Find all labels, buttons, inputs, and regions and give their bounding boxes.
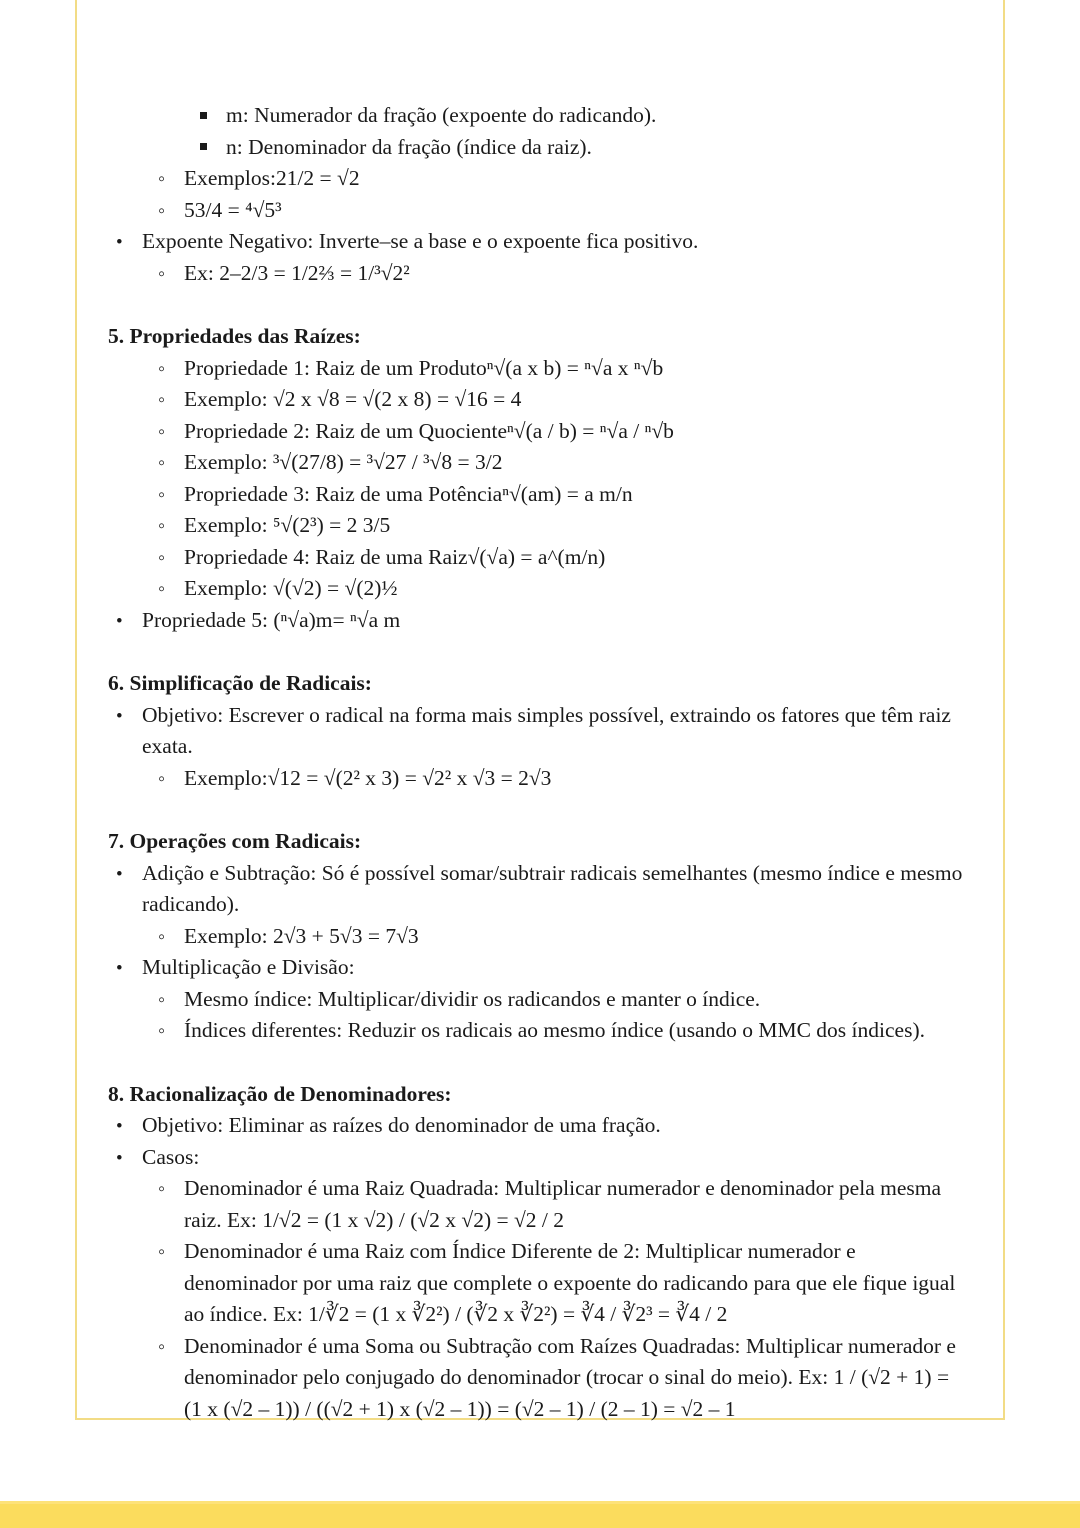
disc-bullet-icon [116, 952, 123, 985]
list-item [108, 858, 968, 921]
spacer [108, 289, 968, 321]
list-item-text: Exemplo: ³√(27/8) = ³√27 / ³√8 = 3/2 [184, 450, 503, 474]
spacer [108, 1047, 968, 1079]
circle-bullet-icon [158, 195, 165, 228]
list-item [150, 416, 968, 448]
disc-bullet-icon [116, 1110, 123, 1143]
list-item-text: Exemplo: ⁵√(2³) = 2 3/5 [184, 513, 391, 537]
circle-bullet-icon [158, 1236, 165, 1269]
list-item-text: Propriedade 1: Raiz de um Produtoⁿ√(a x b) = ⁿ√a x ⁿ√b [184, 355, 664, 380]
list-item-text: Exemplo: √(√2) = √(2)½ [184, 576, 398, 600]
list-item [150, 1173, 968, 1236]
list-item [150, 1331, 968, 1426]
section-5-list [108, 353, 968, 637]
list-item [108, 700, 968, 763]
list-item-text: Índices diferentes: Reduzir os radicais ao mesmo índice (usando o MMC dos índices). [184, 1018, 925, 1042]
list-item [150, 763, 968, 795]
top-continuation-list [108, 100, 968, 289]
square-bullet-icon [200, 132, 207, 164]
spacer [108, 636, 968, 668]
section-7-list [108, 858, 968, 1047]
disc-bullet-icon [116, 605, 123, 638]
circle-bullet-icon [158, 384, 165, 417]
circle-bullet-icon [158, 479, 165, 512]
circle-bullet-icon [158, 258, 165, 291]
list-item-text: Propriedade 4: Raiz de uma Raiz√(√a) = a^(m/n) [184, 544, 606, 569]
list-item-text: Exemplo: √2 x √8 = √(2 x 8) = √16 = 4 [184, 387, 522, 411]
list-item [108, 1110, 968, 1142]
list-item-text: Denominador é uma Raiz Quadrada: Multiplicar numerador e denominador pela mesma raiz. Ex: 1/√2 = (1 x √2) / (√2 x √2) = √2 / 2 [184, 1176, 942, 1232]
list-item [150, 384, 968, 416]
list-item-text: Denominador é uma Raiz com Índice Diferente de 2: Multiplicar numerador e denominador por uma raiz que complete o expoente do radicando para que ele fique igual ao índice. Ex: 1/∛2 = (1 x ∛2²) / (∛2 x ∛2²) = ∛4 / ∛2³ = ∛4 / 2 [184, 1239, 956, 1326]
list-item-text: Propriedade 3: Raiz de uma Potênciaⁿ√(am) = a m/n [184, 481, 633, 506]
disc-bullet-icon [116, 858, 123, 891]
circle-bullet-icon [158, 416, 165, 449]
circle-bullet-icon [158, 921, 165, 954]
circle-bullet-icon [158, 542, 165, 575]
square-bullet-icon [200, 100, 207, 132]
list-item-text: Objetivo: Eliminar as raízes do denominador de uma fração. [142, 1113, 661, 1137]
section-heading-8: 8. Racionalização de Denominadores: [108, 1081, 452, 1106]
circle-bullet-icon [158, 1015, 165, 1048]
section-heading-6: 6. Simplificação de Radicais: [108, 671, 372, 695]
list-item [150, 353, 968, 385]
list-item [150, 510, 968, 542]
list-item-text: Casos: [142, 1144, 200, 1169]
list-item-text: Multiplicação e Divisão: [142, 955, 355, 979]
list-item [150, 921, 968, 953]
list-item-text: Objetivo: Escrever o radical na forma mais simples possível, extraindo os fatores que têm raiz exata. [142, 702, 951, 758]
list-item [108, 605, 968, 637]
list-item [150, 479, 968, 511]
list-item [192, 100, 968, 132]
list-item [150, 984, 968, 1016]
disc-bullet-icon [116, 700, 123, 733]
list-item-text: Expoente Negativo: Inverte–se a base e o expoente fica positivo. [142, 229, 699, 253]
bottom-accent-bar [0, 1501, 1080, 1528]
disc-bullet-icon [116, 226, 123, 259]
section-6-list [108, 700, 968, 795]
list-item-text: Adição e Subtração: Só é possível somar/subtrair radicais semelhantes (mesmo índice e mesmo radicando). [142, 860, 963, 916]
list-item [108, 1142, 968, 1174]
list-item [150, 195, 968, 227]
circle-bullet-icon [158, 510, 165, 543]
list-item-text: Ex: 2–2/3 = 1/2⅔ = 1/³√2² [184, 260, 410, 285]
list-item [150, 258, 968, 290]
list-item-text: 53/4 = ⁴√5³ [184, 197, 282, 222]
list-item-text: m: Numerador da fração (expoente do radicando). [226, 103, 657, 127]
spacer [108, 794, 968, 826]
list-item [150, 1236, 968, 1331]
list-item-text: n: Denominador da fração (índice da raiz). [226, 134, 592, 159]
list-item [150, 447, 968, 479]
list-item-text: Propriedade 5: (ⁿ√a)m= ⁿ√a m [142, 607, 401, 632]
section-heading-5: 5. Propriedades das Raízes: [108, 324, 361, 348]
list-item-text: Exemplo:√12 = √(2² x 3) = √2² x √3 = 2√3 [184, 765, 552, 790]
list-item-text: Exemplo: 2√3 + 5√3 = 7√3 [184, 923, 419, 948]
list-item [108, 952, 968, 984]
disc-bullet-icon [116, 1142, 123, 1175]
circle-bullet-icon [158, 447, 165, 480]
circle-bullet-icon [158, 984, 165, 1017]
list-item [150, 163, 968, 195]
list-item-text: Denominador é uma Soma ou Subtração com Raízes Quadradas: Multiplicar numerador e denominador pelo conjugado do denominador (trocar o sinal do meio). Ex: 1 / (√2 + 1) = (1 x (√2 – 1)) / ((√2 + 1) x (√2 – 1)) = (√2 – 1) / (2 – 1) = √2 – 1 [184, 1333, 956, 1421]
list-item-text: Propriedade 2: Raiz de um Quocienteⁿ√(a / b) = ⁿ√a / ⁿ√b [184, 418, 674, 443]
list-item-text: Mesmo índice: Multiplicar/dividir os radicandos e manter o índice. [184, 986, 761, 1011]
circle-bullet-icon [158, 1173, 165, 1206]
circle-bullet-icon [158, 573, 165, 606]
list-item-text: Exemplos:21/2 = √2 [184, 166, 360, 190]
section-heading-7: 7. Operações com Radicais: [108, 829, 362, 853]
document-content [108, 100, 968, 1425]
list-item [150, 542, 968, 574]
circle-bullet-icon [158, 163, 165, 196]
circle-bullet-icon [158, 353, 165, 386]
list-item [108, 226, 968, 258]
list-item [150, 573, 968, 605]
circle-bullet-icon [158, 1331, 165, 1364]
list-item [150, 1015, 968, 1047]
circle-bullet-icon [158, 763, 165, 796]
list-item [192, 132, 968, 164]
section-8-list [108, 1110, 968, 1425]
